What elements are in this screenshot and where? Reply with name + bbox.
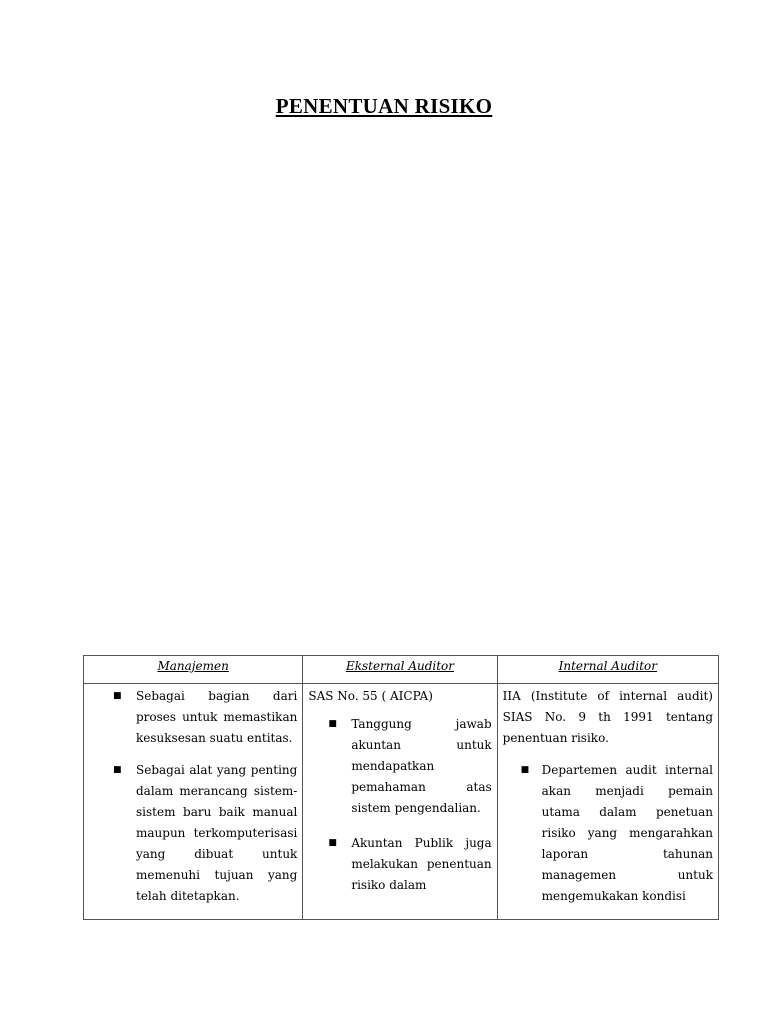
risk-determination-table: [83, 655, 719, 920]
list-item: ■ Tanggung jawab akuntan untuk mendapatkan pemahaman atas sistem pengendalian.: [308, 714, 491, 819]
list-item: ■ Akuntan Publik juga melakukan penentuan risiko dalam: [308, 833, 491, 896]
internal-intro: IIA (Institute of internal audit) SIAS No. 9 th 1991 tentang penentuan risiko.: [502, 689, 713, 745]
table-row: [84, 684, 719, 920]
list-item: ■ Departemen audit internal akan menjadi pemain utama dalam penetuan risiko yang mengarahkan laporan tahunan managemen untuk mengemukakan kondisi: [503, 760, 713, 907]
list-item: ■ Sebagai alat yang penting dalam merancang sistem-sistem baru baik manual maupun terkomputerisasi yang dibuat untuk memenuhi tujuan yang telah ditetapkan.: [89, 760, 297, 907]
square-bullet-icon: ■: [328, 838, 337, 848]
square-bullet-icon: ■: [520, 765, 530, 775]
table-header-row: [84, 656, 719, 684]
square-bullet-icon: ■: [328, 719, 337, 729]
manajemen-list: [89, 686, 297, 907]
header-eksternal-auditor: Eksternal Auditor: [303, 656, 497, 684]
cell-eksternal-auditor: [303, 684, 497, 920]
square-bullet-icon: ■: [113, 765, 122, 775]
eksternal-intro: SAS No. 55 ( AICPA): [308, 689, 433, 703]
header-manajemen: Manajemen: [84, 656, 303, 684]
internal-list: [503, 760, 713, 907]
page-title: PENENTUAN RISIKO: [275, 94, 493, 118]
square-bullet-icon: ■: [113, 691, 122, 701]
eksternal-list: [308, 714, 491, 896]
header-internal-auditor: Internal Auditor: [497, 656, 718, 684]
cell-internal-auditor: [497, 684, 718, 920]
cell-manajemen: [84, 684, 303, 920]
list-item: ■ Sebagai bagian dari proses untuk memastikan kesuksesan suatu entitas.: [89, 686, 297, 749]
